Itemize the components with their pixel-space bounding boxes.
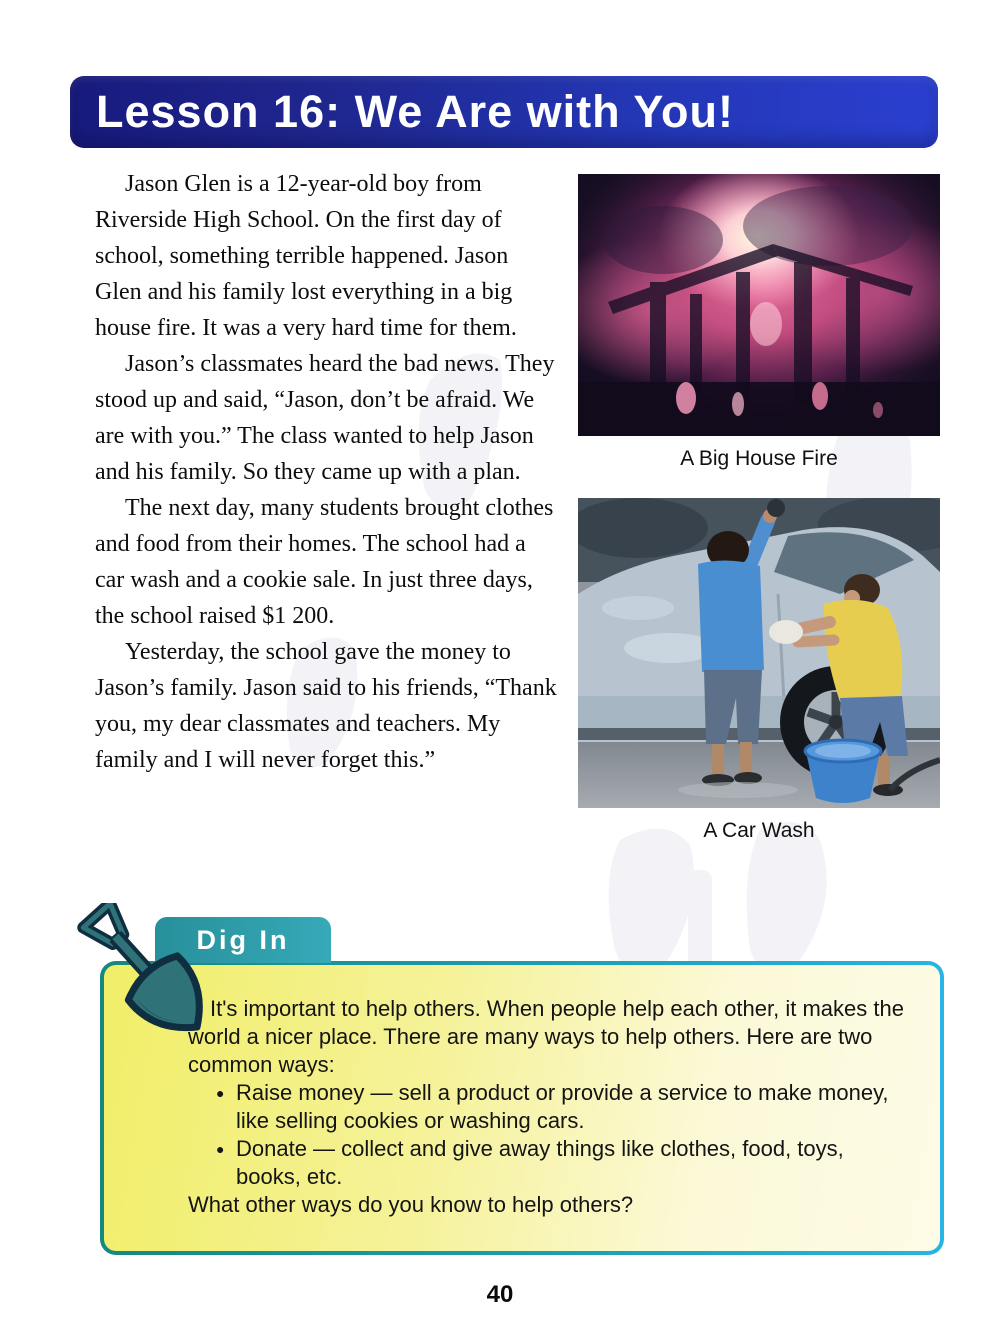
bullet-item [216, 1079, 914, 1135]
bullet-marker: ● [216, 1141, 225, 1157]
shovel-icon [56, 903, 246, 1073]
page-number: 40 [486, 1281, 514, 1308]
digin-intro: It's important to help others. When people help each other, it makes the world a nicer place. There are many ways to help others. Here are two common ways: [188, 996, 904, 1077]
house-fire-photo [578, 174, 940, 436]
car-wash-photo [578, 498, 940, 808]
bullet-text: Raise money — sell a product or provide a service to make money, like selling cookies or washing cars. [236, 1080, 889, 1133]
digin-bullet-list [216, 1079, 914, 1191]
figure-column [578, 174, 940, 843]
paragraph-4: Yesterday, the school gave the money to Jason’s family. Jason said to his friends, “Thank you, my dear classmates and teachers. My family and I will never forget this.” [95, 639, 557, 773]
paragraph-2: Jason’s classmates heard the bad news. They stood up and said, “Jason, don’t be afraid. We are with you.” The class wanted to help Jason and his family. So they came up with a plan. [95, 351, 555, 485]
figure-car-wash [578, 498, 940, 843]
digin-tab-label: Dig In [196, 924, 290, 955]
lesson-banner [70, 76, 938, 148]
figure-caption: A Big House Fire [680, 447, 838, 470]
bullet-item [216, 1135, 914, 1191]
bullet-marker: ● [216, 1085, 225, 1101]
lesson-title: Lesson 16: We Are with You! [96, 86, 734, 137]
paragraph-3: The next day, many students brought clothes and food from their homes. The school had a car wash and a cookie sale. In just three days, the school raised $1 200. [95, 495, 554, 629]
digin-question: What other ways do you know to help others? [188, 1192, 634, 1217]
figure-house-fire [578, 174, 940, 471]
bullet-text: Donate — collect and give away things like clothes, food, toys, books, etc. [236, 1136, 844, 1189]
paragraph-1: Jason Glen is a 12-year-old boy from Riverside High School. On the first day of school, something terrible happened. Jason Glen and his family lost everything in a big house fire. It was a very hard time for them. [95, 171, 517, 341]
reading-passage [95, 166, 559, 778]
figure-caption: A Car Wash [703, 819, 815, 842]
